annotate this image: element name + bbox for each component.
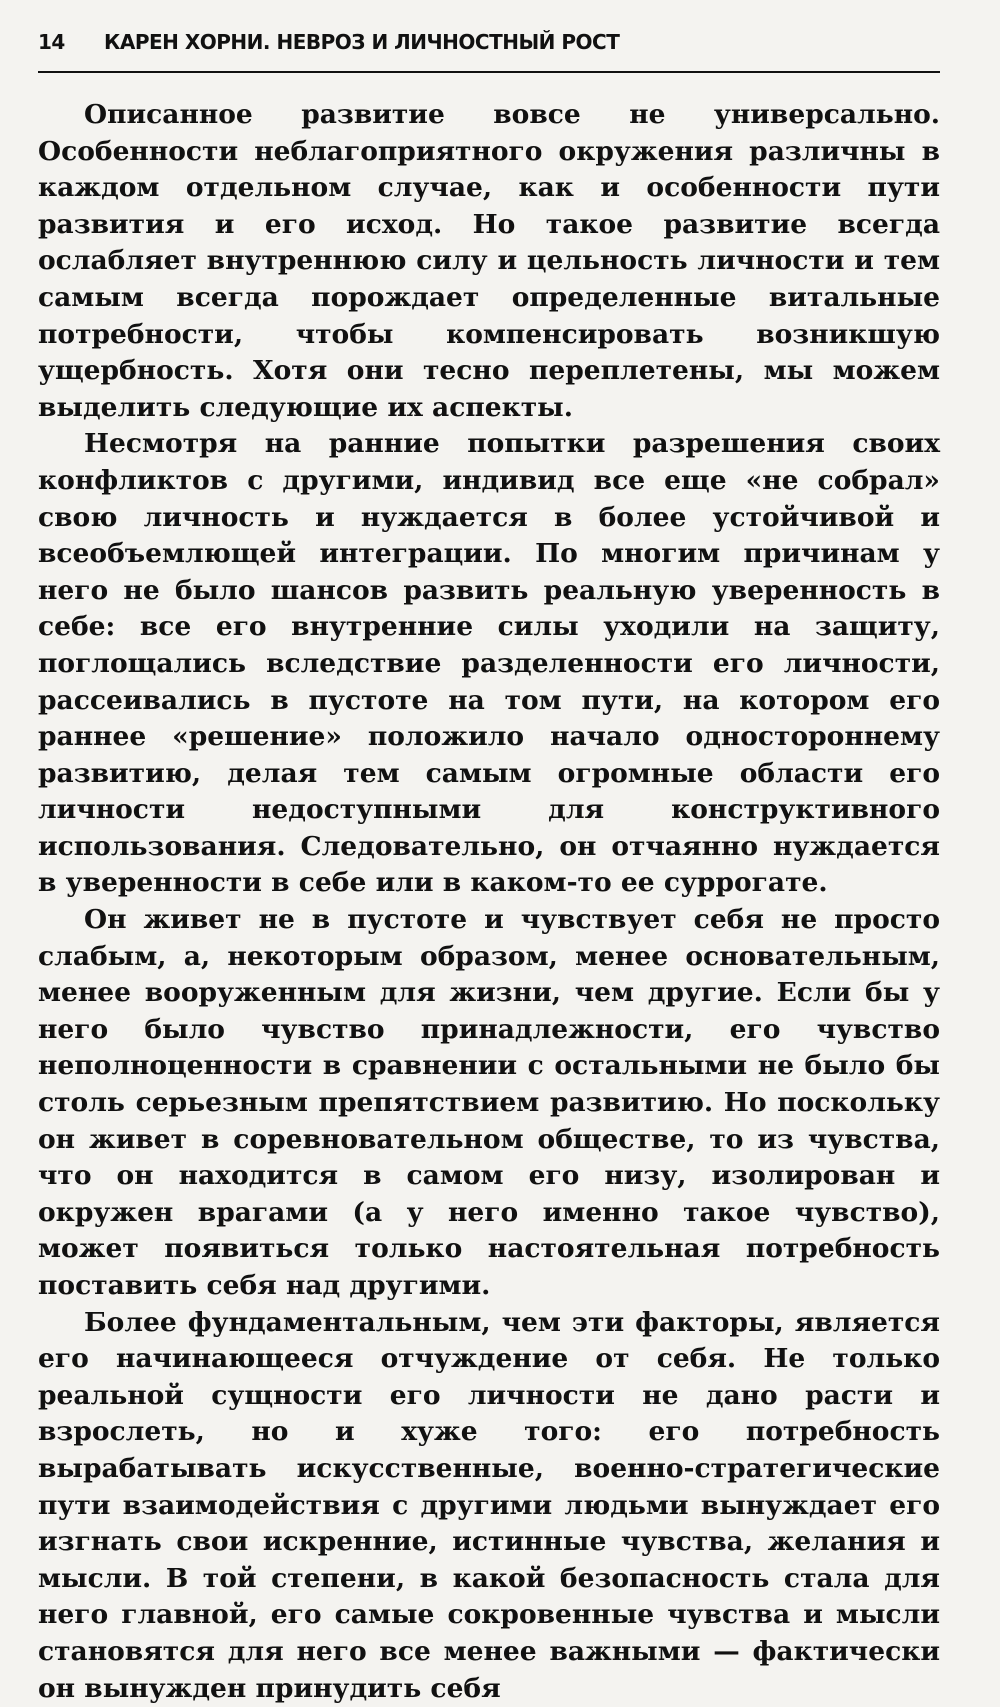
paragraph: Несмотря на ранние попытки разрешения своих конфликтов с другими, индивид все еще «не собрал» свою личность и нуждается в более устойчивой и всеобъемлющей интеграции. По многим причинам у него не было шансов развить реальную уверенность в себе: все его внутренние силы уходили на защиту, поглощались вследствие разделенности его личности, рассеивались в пустоте на том пути, на котором его раннее «решение» положило начало одностороннему развитию, делая тем самым огромные области его личности недоступными для конструктивного использования. Следовательно, он отчаянно нуждается в уверенности в себе или в каком-то ее суррогате. bbox=[38, 428, 940, 899]
paragraph: Описанное развитие вовсе не универсально. Особенности неблагоприятного окружения различны в каждом отдельном случае, как и особенности пути развития и его исход. Но такое развитие всегда ослабляет внутреннюю силу и цельность личности и тем самым всегда порождает определенные витальные потребности, чтобы компенсировать возникшую ущербность. Хотя они тесно переплетены, мы можем выделить следующие их аспекты. bbox=[38, 99, 940, 423]
header-rule bbox=[38, 71, 940, 73]
page-number: 14 bbox=[38, 30, 65, 54]
running-title: КАРЕН ХОРНИ. НЕВРОЗ И ЛИЧНОСТНЫЙ РОСТ bbox=[104, 30, 620, 54]
paragraph: Он живет не в пустоте и чувствует себя не просто слабым, а, некоторым образом, менее основательным, менее вооруженным для жизни, чем другие. Если бы у него было чувство принадлежности, его чувство неполноценности в сравнении с остальными не было бы столь серьезным препятствием развитию. Но поскольку он живет в соревновательном обществе, то из чувства, что он находится в самом его низу, изолирован и окружен врагами (а у него именно такое чувство), может появиться только настоятельная потребность поставить себя над другими. bbox=[38, 904, 940, 1301]
book-page bbox=[38, 0, 940, 1704]
body-text bbox=[38, 97, 940, 1707]
paragraph: Более фундаментальным, чем эти факторы, является его начинающееся отчуждение от себя. Не только реальной сущности его личности не дано расти и взрослеть, но и хуже того: его потребность вырабатывать искусственные, военно-стратегические пути взаимодействия с другими людьми вынуждает его изгнать свои искренние, истинные чувства, желания и мысли. В той степени, в какой безопасность стала для него главной, его самые сокровенные чувства и мысли становятся для него все менее важными — фактически он вынужден принудить себя bbox=[38, 1306, 940, 1704]
running-header bbox=[38, 30, 940, 60]
